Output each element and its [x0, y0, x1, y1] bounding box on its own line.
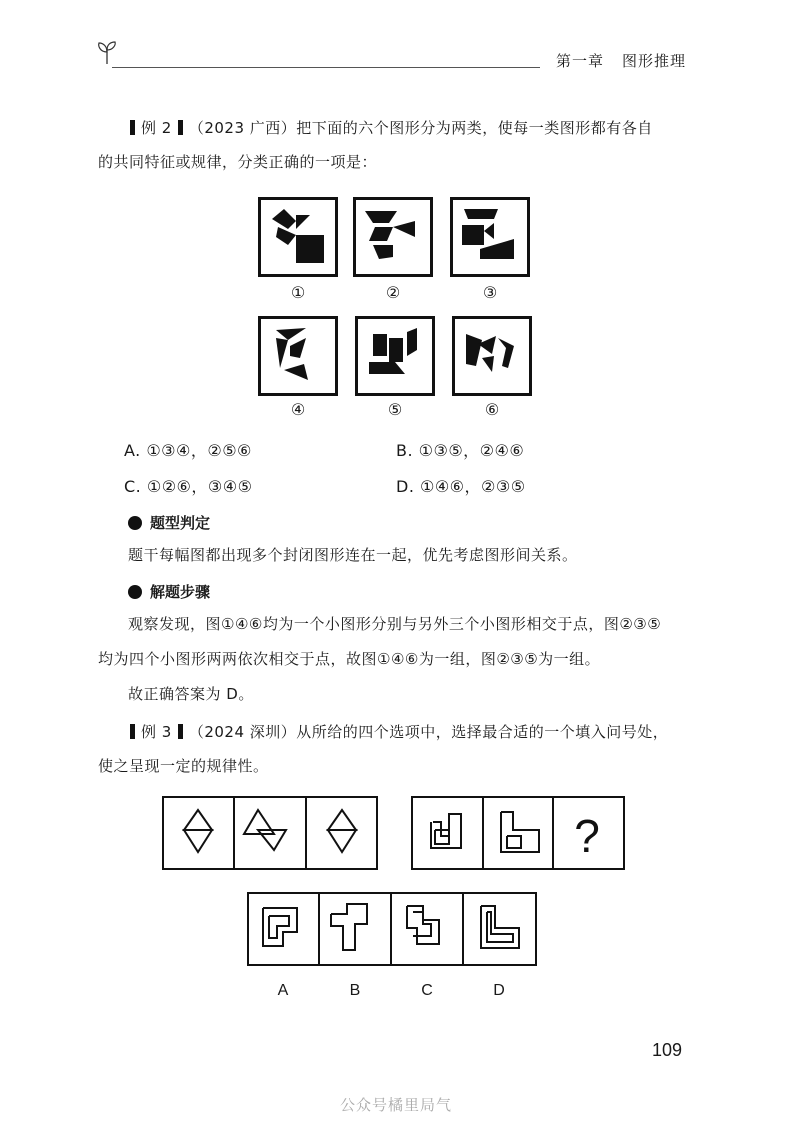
option-a[interactable]: A. ①③④，②⑤⑥ [124, 441, 252, 460]
answer-options-strip [247, 892, 537, 966]
example2-line1: 把下面的六个图形分为两类，使每一类图形都有各自 [296, 119, 653, 137]
option-letter-a[interactable]: A [277, 982, 289, 999]
example3-source: （2024 深圳） [188, 723, 297, 741]
example3-line1: 从所给的四个选项中，选择最合适的一个填入问号处， [296, 723, 669, 741]
question-strip-1 [162, 796, 378, 870]
question-mark: ? [574, 810, 600, 862]
figure-5 [355, 316, 435, 396]
option-d[interactable]: D. ①④⑥，②③⑤ [396, 477, 526, 496]
question-strip-2 [411, 796, 625, 870]
option-letter-b[interactable]: B [349, 982, 361, 999]
example3-stem-line1 [124, 722, 668, 742]
gear-icon [128, 516, 142, 530]
running-header [556, 50, 686, 71]
figure-6 [452, 316, 532, 396]
example3-stem-line2: 使之呈现一定的规律性。 [98, 757, 269, 775]
figure-2 [353, 197, 433, 277]
answer-text: 故正确答案为 D。 [128, 685, 254, 703]
pen-icon [128, 585, 142, 599]
figure-label-1: ① [290, 283, 306, 302]
page-number: 109 [652, 1040, 683, 1060]
option-letter-d[interactable]: D [493, 982, 505, 999]
example2-source: （2023 广西） [188, 119, 297, 137]
type-text: 题干每幅图都出现多个封闭图形连在一起，优先考虑图形间关系。 [128, 546, 578, 564]
figure-label-3: ③ [482, 283, 498, 302]
type-heading-text: 题型判定 [150, 514, 211, 532]
steps-line1: 观察发现，图①④⑥均为一个小图形分别与另外三个小图形相交于点，图②③⑤ [128, 615, 662, 633]
example3-label: 例 3 [141, 723, 172, 741]
steps-heading [128, 581, 210, 602]
steps-line2: 均为四个小图形两两依次相交于点，故图①④⑥为一组，图②③⑤为一组。 [98, 650, 601, 668]
example2-label: 例 2 [141, 119, 172, 137]
example2-stem-line2: 的共同特征或规律，分类正确的一项是： [98, 153, 378, 171]
figure-label-5: ⑤ [387, 400, 403, 419]
header-rule [112, 67, 540, 68]
steps-heading-text: 解题步骤 [150, 583, 211, 601]
chapter-number: 第一章 [556, 52, 605, 70]
figure-4 [258, 316, 338, 396]
watermark-text: 公众号橘里局气 [340, 1096, 453, 1114]
chapter-title: 图形推理 [622, 52, 687, 70]
type-heading [128, 512, 210, 533]
option-b-figure [331, 904, 367, 950]
figure-1 [258, 197, 338, 277]
option-c[interactable]: C. ①②⑥，③④⑤ [124, 477, 253, 496]
figure-3 [450, 197, 530, 277]
option-b[interactable]: B. ①③⑤，②④⑥ [396, 441, 525, 460]
figure-label-2: ② [385, 283, 401, 302]
figure-label-6: ⑥ [484, 400, 500, 419]
figure-label-4: ④ [290, 400, 306, 419]
option-letter-c[interactable]: C [421, 982, 433, 999]
leaf-icon [96, 40, 118, 66]
example2-stem-line1 [124, 118, 653, 138]
